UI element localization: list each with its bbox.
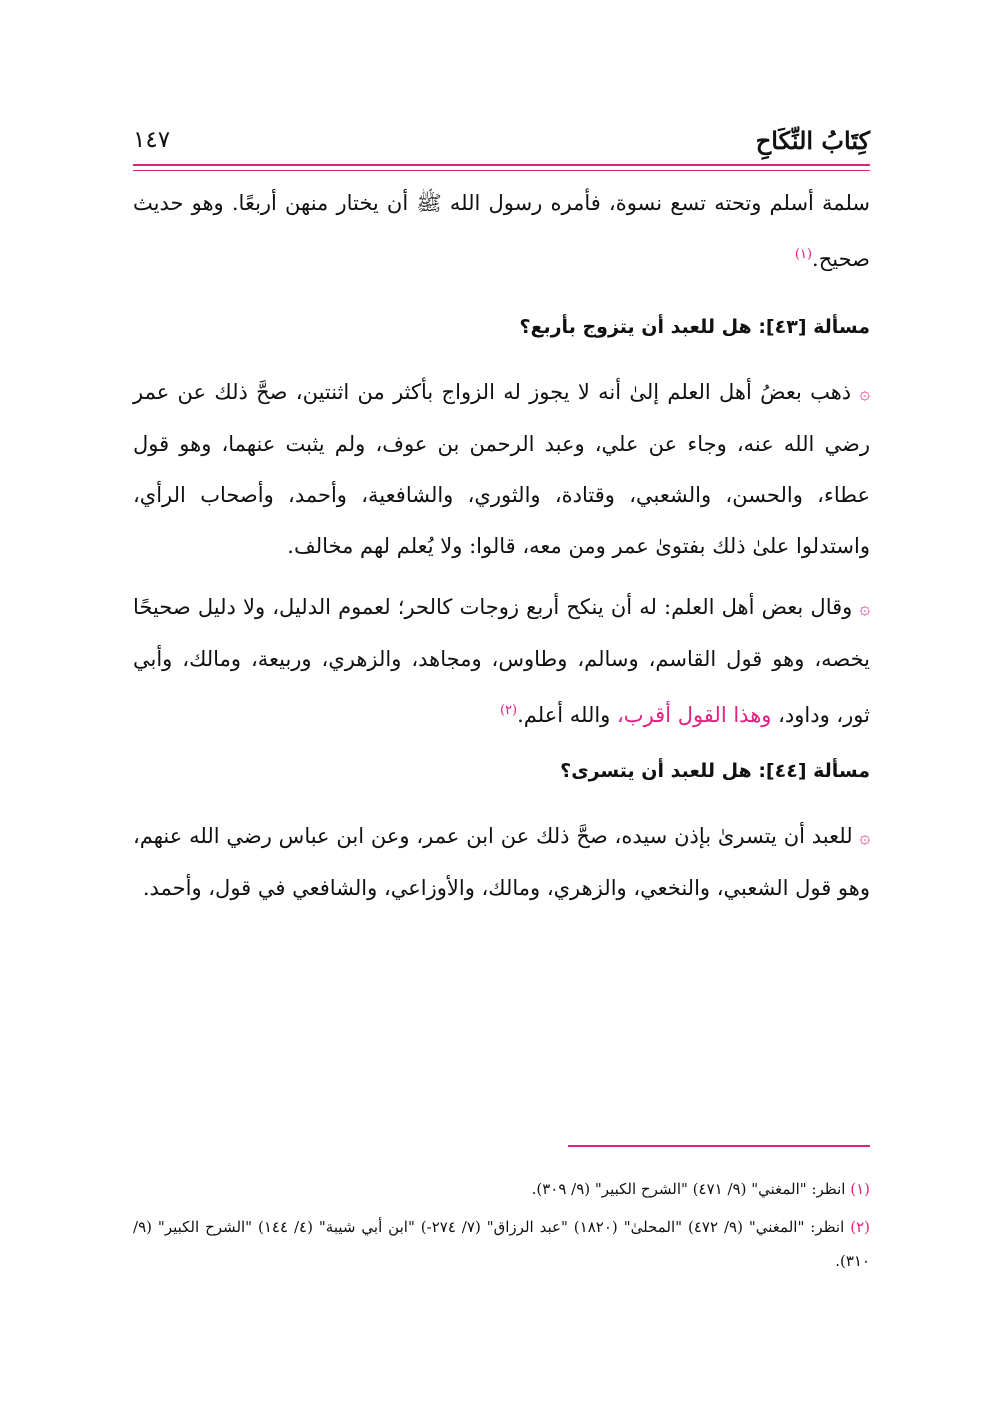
header-rule-thick	[133, 164, 870, 166]
footnote-separator	[568, 1145, 870, 1147]
footnotes	[133, 1172, 870, 1282]
footnote-number: (١)	[850, 1180, 870, 1198]
highlighted-text: وهذا القول أقرب،	[617, 703, 772, 727]
paragraph-text: ذهب بعضُ أهل العلم إلىٰ أنه لا يجوز له الزواج بأكثر من اثنتين، صحَّ ذلك عن عمر رضي الله عنه، وجاء عن علي، وعبد الرحمن بن عوف، ولم يثبت عنهما، وهو قول عطاء، والحسن، والشعبي، وقتادة، والثوري، والشافعية، وأحمد، وأصحاب الرأي، واستدلوا علىٰ ذلك بفتوىٰ عمر ومن معه، قالوا: ولا يُعلم لهم مخالف.	[133, 380, 870, 558]
header-rule-thin	[133, 170, 870, 171]
paragraph-text: وقال بعض أهل العلم: له أن ينكح أربع زوجات كالحر؛ لعموم الدليل، ولا دليل صحيحًا يخصه، وهو قول القاسم، وسالم، وطاوس، ومجاهد، والزهري، وربيعة، ومالك، وأبي ثور، وداود،	[133, 595, 870, 727]
paragraph	[133, 582, 870, 741]
footnote	[133, 1210, 870, 1278]
page-number: ١٤٧	[133, 127, 171, 153]
paragraph-text: سلمة أسلم وتحته تسع نسوة، فأمره رسول الله ﷺ أن يختار منهن أربعًا. وهو حديث صحيح.	[133, 191, 870, 271]
footnote-text: انظر: "المغني" (٩/ ٤٧٢) "المحلىٰ" (١٨٢٠) "عبد الرزاق" (٧/ ٢٧٤-) "ابن أبي شيبة" (٤/ ١٤٤) "الشرح الكبير" (٩/ ٣١٠).	[133, 1218, 870, 1270]
page-header	[133, 122, 870, 158]
paragraph-continuation	[133, 178, 870, 285]
main-text	[133, 178, 870, 924]
section-heading-43: مسألة [٤٣]: هل للعبد أن يتزوج بأربع؟	[519, 316, 870, 338]
flower-ornament-icon: ۞	[859, 383, 870, 404]
footnote	[133, 1172, 870, 1206]
flower-ornament-icon: ۞	[859, 827, 870, 848]
paragraph-text: للعبد أن يتسرىٰ بإذن سيده، صحَّ ذلك عن ابن عمر، وعن ابن عباس رضي الله عنهم، وهو قول الشعبي، والنخعي، والزهري، ومالك، والأوزاعي، والشافعي في قول، وأحمد.	[133, 824, 870, 900]
footnote-ref: (١)	[794, 247, 813, 262]
book-title: كِتَابُ النِّكَاحِ	[755, 125, 870, 155]
flower-ornament-icon: ۞	[859, 598, 870, 619]
footnote-number: (٢)	[850, 1218, 870, 1236]
section-heading-44: مسألة [٤٤]: هل للعبد أن يتسرى؟	[560, 760, 870, 782]
paragraph-text: والله أعلم.	[517, 703, 611, 727]
paragraph	[133, 811, 870, 914]
footnote-text: انظر: "المغني" (٩/ ٤٧١) "الشرح الكبير" (٩/ ٣٠٩).	[531, 1180, 846, 1198]
footnote-ref: (٢)	[499, 703, 518, 718]
paragraph	[133, 367, 870, 572]
